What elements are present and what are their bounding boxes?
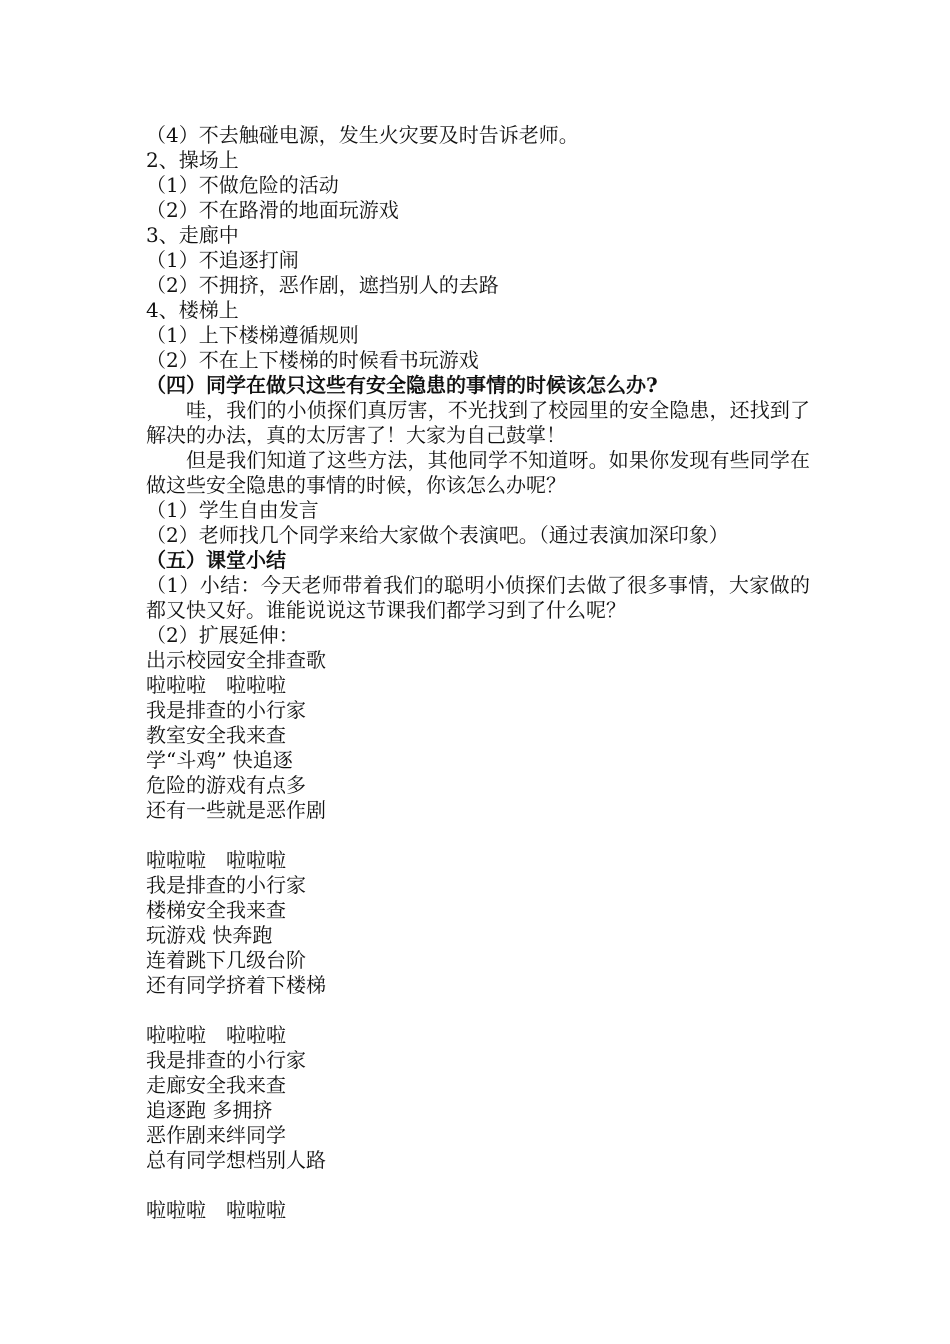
paragraph-question: 但是我们知道了这些方法，其他同学不知道呀。如果你发现有些同学在做这些安全隐患的事情的时候，你该怎么办呢？ [146, 448, 810, 497]
text-line: （2）不拥挤，恶作剧，遮挡别人的去路 [146, 273, 499, 297]
song-line: 教室安全我来查 [146, 723, 286, 747]
section-label-playground: 2、操场上 [146, 148, 239, 172]
song-line: 还有一些就是恶作剧 [146, 798, 326, 822]
song-line: 我是排查的小行家 [146, 1048, 306, 1072]
document-page [146, 123, 810, 1223]
song-line: 玩游戏 快奔跑 [146, 923, 273, 947]
section-label-stairs: 4、楼梯上 [146, 298, 239, 322]
song-line: 危险的游戏有点多 [146, 773, 306, 797]
song-line: 啦啦啦 啦啦啦 [146, 673, 286, 697]
text-line: （2）不在上下楼梯的时候看书玩游戏 [146, 348, 479, 372]
text-line: （2）扩展延伸： [146, 623, 299, 647]
paragraph-summary: （1）小结：今天老师带着我们的聪明小侦探们去做了很多事情，大家做的都又快又好。谁能说说这节课我们都学习到了什么呢？ [146, 573, 810, 622]
song-line: 走廊安全我来查 [146, 1073, 286, 1097]
song-line: 我是排查的小行家 [146, 873, 306, 897]
song-line: 啦啦啦 啦啦啦 [146, 848, 286, 872]
song-line: 啦啦啦 啦啦啦 [146, 1023, 286, 1047]
song-line: 连着跳下几级台阶 [146, 948, 306, 972]
blank-line [146, 823, 810, 848]
text-line: （2）不在路滑的地面玩游戏 [146, 198, 399, 222]
text-line: （1）不做危险的活动 [146, 173, 339, 197]
text-line: （4）不去触碰电源，发生火灾要及时告诉老师。 [146, 123, 579, 147]
text-line: （1）学生自由发言 [146, 498, 319, 522]
song-line: 楼梯安全我来查 [146, 898, 286, 922]
song-line: 啦啦啦 啦啦啦 [146, 1198, 286, 1222]
heading-section-5: （五）课堂小结 [146, 548, 286, 572]
blank-line [146, 1173, 810, 1198]
song-line: 我是排查的小行家 [146, 698, 306, 722]
song-line: 总有同学想档别人路 [146, 1148, 326, 1172]
paragraph-praise: 哇，我们的小侦探们真厉害，不光找到了校园里的安全隐患，还找到了解决的办法，真的太厉害了！大家为自己鼓掌！ [146, 398, 810, 447]
song-line: 恶作剧来绊同学 [146, 1123, 286, 1147]
blank-line [146, 998, 810, 1023]
song-line: 学“斗鸡” 快追逐 [146, 748, 293, 772]
song-title: 出示校园安全排查歌 [146, 648, 326, 672]
text-line: （1）上下楼梯遵循规则 [146, 323, 359, 347]
text-line: （2）老师找几个同学来给大家做个表演吧。（通过表演加深印象） [146, 523, 729, 547]
song-line: 追逐跑 多拥挤 [146, 1098, 273, 1122]
section-label-corridor: 3、走廊中 [146, 223, 239, 247]
heading-section-4: （四）同学在做只这些有安全隐患的事情的时候该怎么办? [146, 373, 658, 397]
song-line: 还有同学挤着下楼梯 [146, 973, 326, 997]
text-line: （1）不追逐打闹 [146, 248, 299, 272]
